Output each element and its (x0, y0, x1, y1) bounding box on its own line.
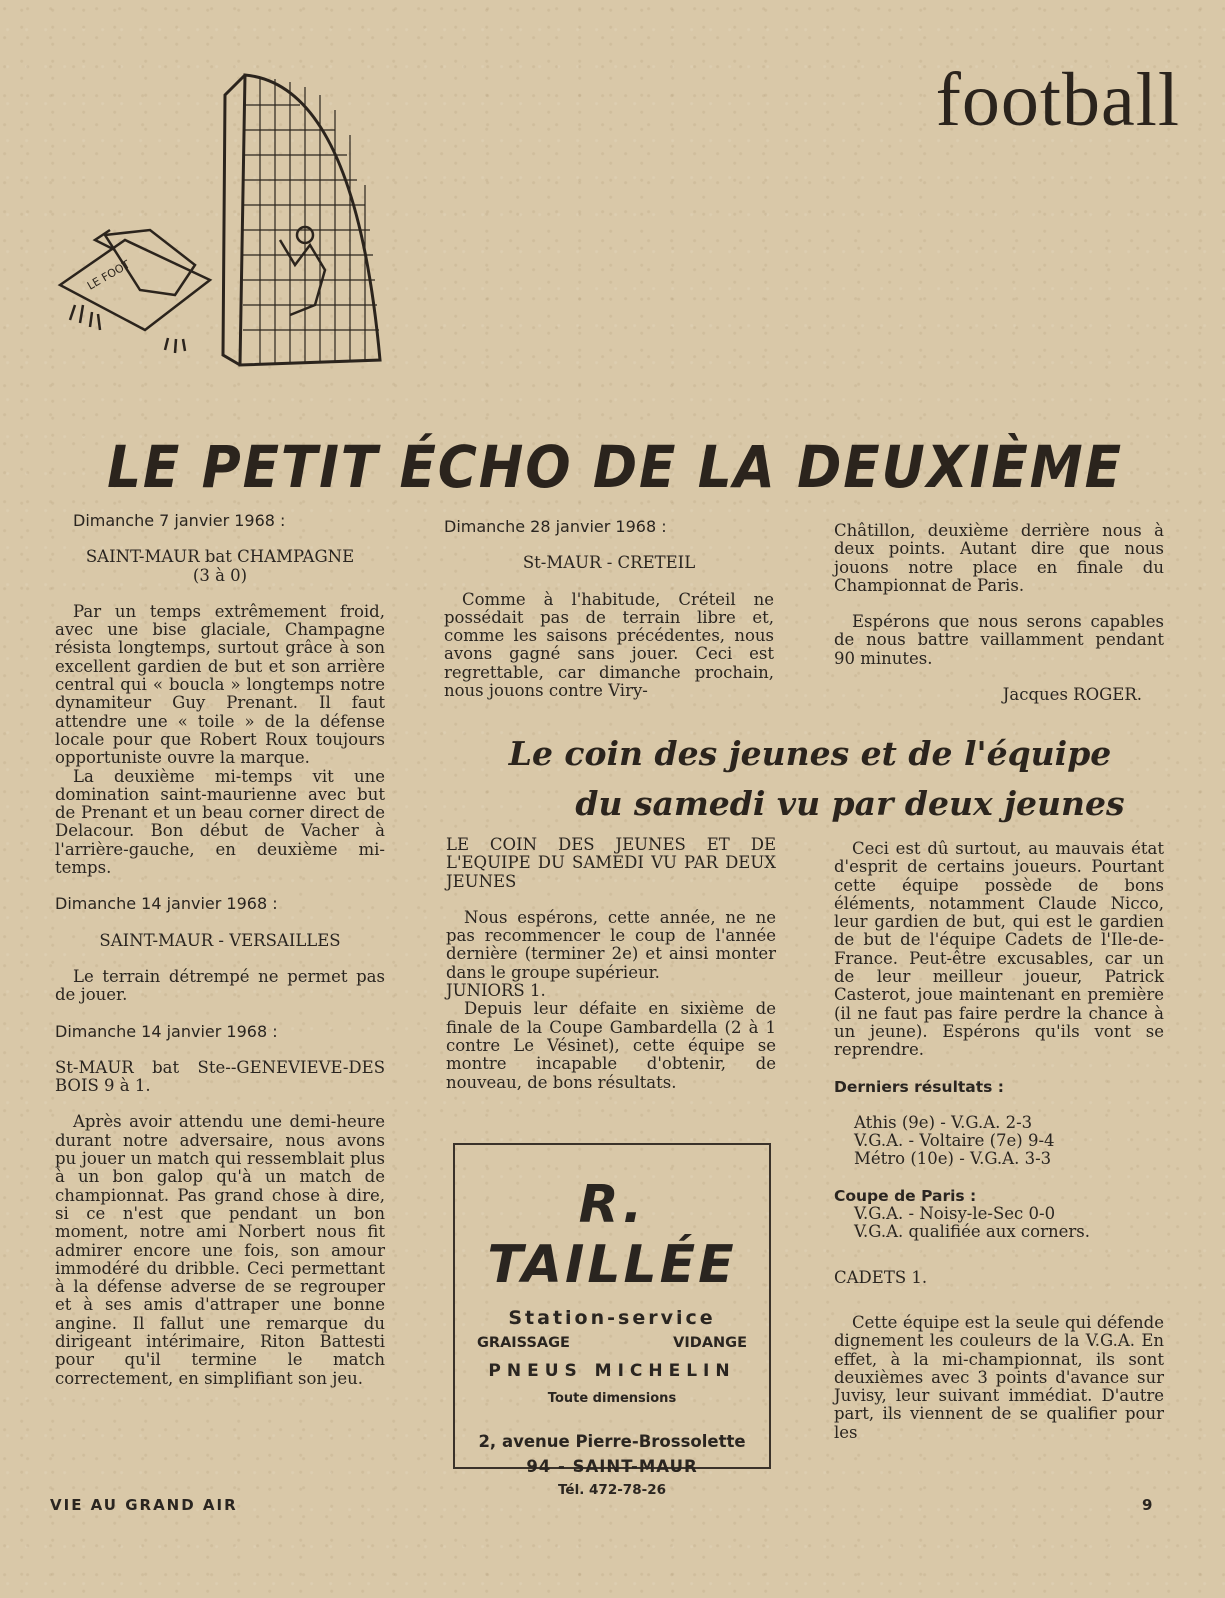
goalkeeper-cartoon-icon (55, 65, 395, 385)
result-item: Métro (10e) - V.G.A. 3-3 (854, 1149, 1052, 1169)
ad-dimensions: Toute dimensions (547, 1391, 677, 1406)
match-title: SAINT-MAUR - VERSAILLES (99, 930, 341, 950)
date-line: Dimanche 28 janvier 1968 : (444, 517, 667, 536)
result-item: V.G.A. - Voltaire (7e) 9-4 (854, 1131, 1055, 1151)
ad-service-right: VIDANGE (673, 1335, 747, 1351)
subheadline-line-1: Le coin des jeunes et de l'équipe (508, 734, 1112, 773)
column-3-top (834, 522, 1164, 704)
date-line: Dimanche 14 janvier 1968 : (55, 894, 278, 914)
date-line: Dimanche 7 janvier 1968 : (73, 511, 286, 530)
team-label: CADETS 1. (834, 1267, 928, 1287)
section-heading: LE COIN DES JEUNES ET DE L'EQUIPE DU SAMEDI VU PAR DEUX JEUNES (446, 835, 776, 891)
result-item: Athis (9e) - V.G.A. 2-3 (854, 1112, 1033, 1132)
match-score: (3 à 0) (192, 565, 248, 585)
result-item: V.G.A. - Noisy-le-Sec 0-0 (854, 1204, 1056, 1224)
cup-heading: Coupe de Paris : (834, 1186, 977, 1205)
match-title: SAINT-MAUR bat CHAMPAGNE (85, 547, 355, 567)
paragraph: Par un temps extrêmement froid, avec une bise glaciale, Champagne résista longtemps, surtout grâce à son excellent gardien de but et son arrière central qui « boucla » longtemps notre dynamiteur Guy Prenant. Il faut attendre une « toile » de la défense locale pour que Robert Roux toujours opportuniste ouvre la marque. (55, 601, 385, 768)
ad-business-name: R. TAILLÉE (487, 1175, 737, 1295)
page-headline: LE PETIT ÉCHO DE LA DEUXIÈME (107, 433, 1123, 501)
ad-service: Station-service (508, 1307, 716, 1329)
paragraph: Ceci est dû surtout, au mauvais état d'esprit de certains joueurs. Pourtant cette équipe possède de bons éléments, notamment Claude Nicco, leur gardien de but, qui est le gardien de but de l'équipe Cadets de l'Ile-de-France. Peut-être excusables, car un de leur meilleur joueur, Patrick Casterot, joue maintenant en première (il ne faut pas faire perdre la chance à un jeune). Espérons qu'ils vont se reprendre. (834, 839, 1164, 1060)
paragraph: Nous espérons, cette année, ne ne pas recommencer le coup de l'année dernière (terminer 2e) et ainsi monter dans le groupe supérieur. (446, 907, 776, 982)
advertisement-box (453, 1143, 771, 1498)
ad-services-row (455, 1335, 769, 1351)
date-line: Dimanche 14 janvier 1968 : (55, 1021, 278, 1041)
results-list (834, 1114, 1164, 1169)
paragraph: Cette équipe est la seule qui défende dignement les couleurs de la V.G.A. En effet, à la mi-championnat, ils sont deuxièmes avec 3 points d'avance sur Juvisy, leur suivant immédiat. D'autre part, ils viennent de se qualifier pour les (834, 1312, 1164, 1442)
team-label: JUNIORS 1. (446, 981, 546, 1001)
paragraph: Depuis leur défaite en sixième de finale de la Coupe Gambardella (2 à 1 contre Le Vésinet), cette équipe se montre incapable d'obtenir, de nouveau, de bons résultats. (446, 999, 776, 1092)
paragraph: Châtillon, deuxième derrière nous à deux points. Autant dire que nous jouons notre place en finale du Championnat de Paris. (834, 521, 1164, 595)
section-title: football (935, 58, 1180, 142)
result-item: V.G.A. qualifiée aux corners. (854, 1222, 1090, 1242)
column-1 (55, 512, 385, 1388)
ad-city: 94 - SAINT-MAUR (526, 1457, 698, 1476)
match-title: St-MAUR bat Ste--GENEVIEVE-DES BOIS 9 à 1. (55, 1057, 385, 1096)
cup-results (834, 1205, 1164, 1242)
column-2-top (444, 518, 774, 700)
youth-column-right (834, 840, 1164, 1442)
match-title: St-MAUR - CRETEIL (522, 553, 696, 573)
ad-service-left: GRAISSAGE (477, 1335, 570, 1351)
newspaper-caption: LE FOOT (85, 257, 133, 293)
page-number: 9 (1142, 1496, 1155, 1514)
signature: Jacques ROGER. (1002, 685, 1142, 705)
paragraph: La deuxième mi-temps vit une domination saint-maurienne avec but de Prenant et un beau corner direct de Delacour. Bon début de Vacher à l'arrière-gauche, en deuxième mi-temps. (55, 766, 385, 878)
paragraph: Le terrain détrempé ne permet pas de jouer. (55, 966, 385, 1005)
footer-magazine-name: VIE AU GRAND AIR (50, 1496, 238, 1514)
paragraph: Comme à l'habitude, Créteil ne possédait pas de terrain libre et, comme les saisons précédentes, nous avons gagné sans jouer. Ceci est regrettable, car dimanche prochain, nous jouons contre Viry- (444, 589, 774, 701)
ad-address: 2, avenue Pierre-Brossolette (478, 1432, 746, 1451)
paragraph: Espérons que nous serons capables de nous battre vaillamment pendant 90 minutes. (834, 612, 1164, 668)
ad-tyres: PNEUS MICHELIN (488, 1361, 736, 1381)
subheadline-line-2: du samedi vu par deux jeunes (575, 784, 1125, 823)
youth-column-left (446, 836, 776, 1092)
results-heading: Derniers résultats : (834, 1077, 1004, 1096)
ad-phone: Tél. 472-78-26 (558, 1482, 666, 1498)
paragraph: Après avoir attendu une demi-heure durant notre adversaire, nous avons pu jouer un match qui ressemblait plus à un bon galop qu'à un match de championnat. Pas grand chose à dire, si ce n'est que pendant un bon moment, notre ami Norbert nous fit admirer encore une fois, son amour immodéré du dribble. Ceci permettant à la défense adverse de se regrouper et à ses amis d'attraper une bonne angine. Il fallut une remarque du dirigeant intérimaire, Riton Battesti pour qu'il termine le match correctement, en simplifiant son jeu. (55, 1112, 385, 1388)
